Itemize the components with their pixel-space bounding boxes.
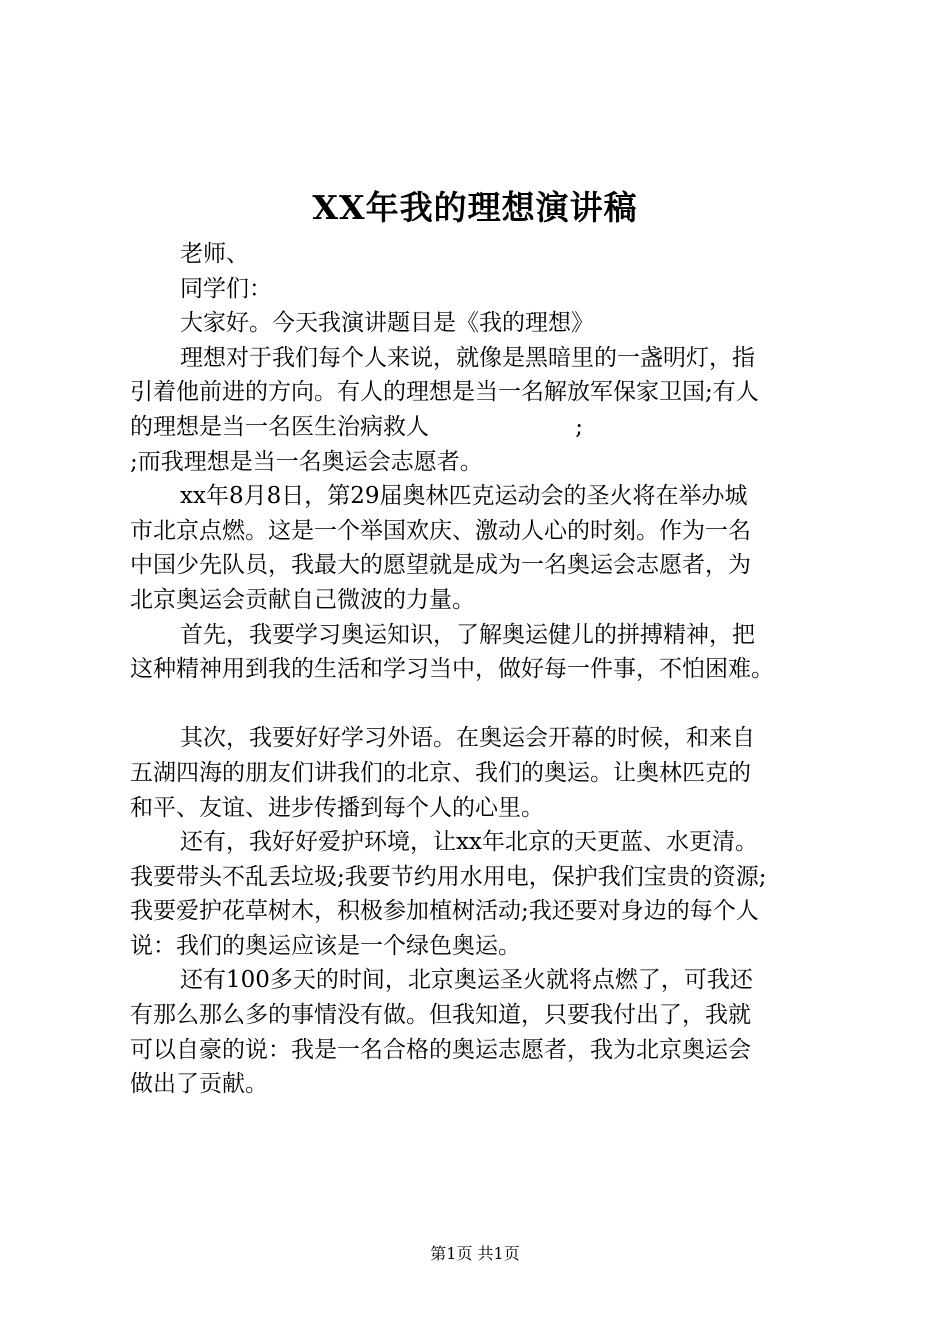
body-line: 还有100多天的时间，北京奥运圣火就将点燃了，可我还 <box>180 967 753 994</box>
document-body <box>130 237 830 1102</box>
body-line: 其次，我要好好学习外语。在奥运会开幕的时候，和来自 <box>180 725 755 752</box>
body-line: 做出了贡献。 <box>130 1071 268 1098</box>
body-line: 首先，我要学习奥运知识，了解奥运健儿的拼搏精神，把 <box>180 621 755 648</box>
body-line: 和平、友谊、进步传播到每个人的心里。 <box>130 794 544 821</box>
body-line: 我要爱护花草树木，积极参加植树活动;我还要对身边的每个人 <box>130 898 759 925</box>
document-title: XX年我的理想演讲稿 <box>312 188 638 227</box>
body-line: 五湖四海的朋友们讲我们的北京、我们的奥运。让奥林匹克的 <box>130 759 751 786</box>
body-line: xx年8月8日，第29届奥林匹克运动会的圣火将在举办城 <box>180 483 748 510</box>
body-line: 理想对于我们每个人来说，就像是黑暗里的一盏明灯，指 <box>180 344 755 371</box>
body-line: 市北京点燃。这是一个举国欢庆、激动人心的时刻。作为一名 <box>130 517 751 544</box>
body-line: 的理想是当一名医生治病救人 ; <box>130 413 583 440</box>
body-line: 这种精神用到我的生活和学习当中，做好每一件事，不怕困难。 <box>130 656 774 683</box>
body-line: 中国少先队员，我最大的愿望就是成为一名奥运会志愿者，为 <box>130 552 751 579</box>
body-line: 说：我们的奥运应该是一个绿色奥运。 <box>130 932 521 959</box>
blank-line <box>130 687 830 722</box>
body-line: 大家好。今天我演讲题目是《我的理想》 <box>180 310 594 337</box>
body-line: 有那么那么多的事情没有做。但我知道，只要我付出了，我就 <box>130 1002 751 1029</box>
body-line: 同学们： <box>180 275 272 302</box>
body-line: 我要带头不乱丢垃圾;我要节约用水用电，保护我们宝贵的资源; <box>130 863 767 890</box>
body-line: 可以自豪的说：我是一名合格的奥运志愿者，我为北京奥运会 <box>130 1036 751 1063</box>
body-line: 北京奥运会贡献自己微波的力量。 <box>130 586 475 613</box>
body-line: 老师、 <box>180 241 249 267</box>
body-line: 还有，我好好爱护环境，让xx年北京的天更蓝、水更清。 <box>180 829 758 856</box>
body-line: ;而我理想是当一名奥运会志愿者。 <box>130 448 483 475</box>
body-line: 引着他前进的方向。有人的理想是当一名解放军保家卫国;有人 <box>130 379 759 406</box>
page-footer: 第1页 共1页 <box>430 1244 520 1263</box>
